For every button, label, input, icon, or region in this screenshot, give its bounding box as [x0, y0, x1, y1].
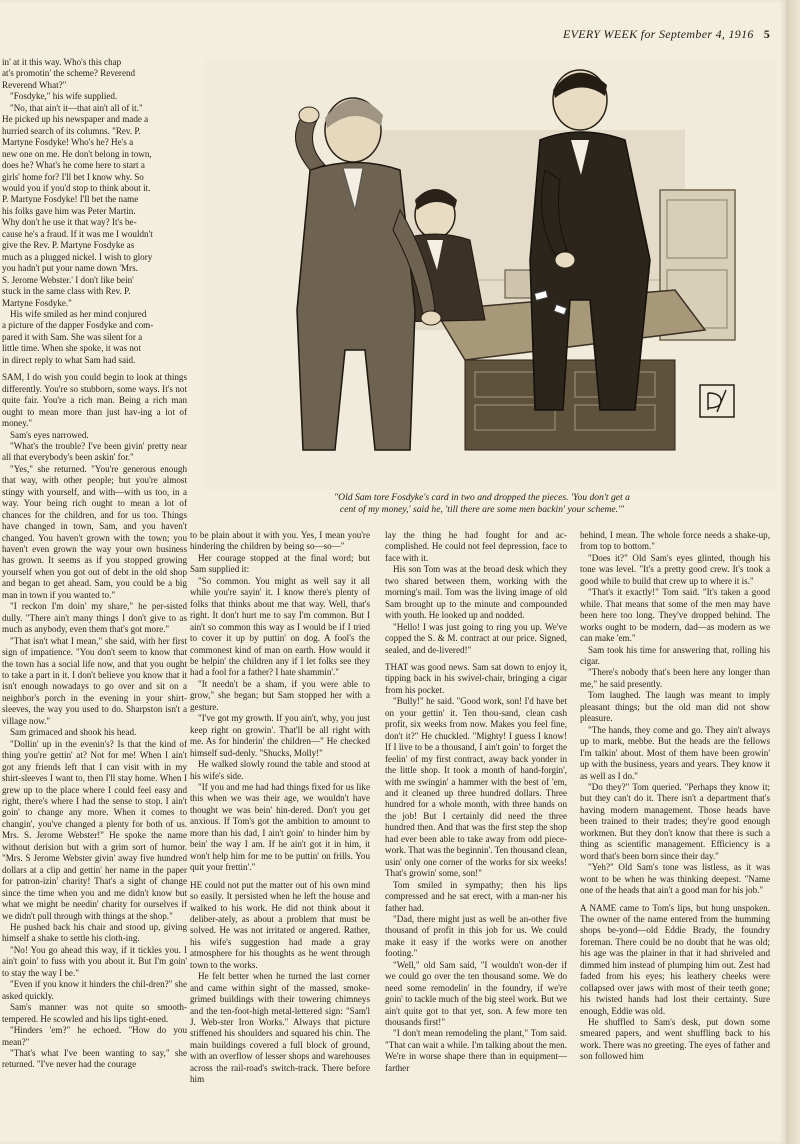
paragraph: He walked slowly round the table and stood at his wife's side.	[190, 759, 370, 781]
paragraph: Tom smiled in sympathy; then his lips compressed and he sat erect, with a man-ner his father had.	[385, 879, 567, 913]
paragraph: Why don't he use it that way? It's be-	[2, 217, 137, 228]
page-number: 5	[763, 27, 770, 41]
paragraph: "Dollin' up in the evenin's? Is that the kind of thing you're gettin' at? Not for me! When I ain't got any friends left that I can visit with in my shirt-sleeves I want to, then I'll stay home. When I grew up to the place where I could feel easy and right, there's where I had the sense to stop. I ain't goin' to change any more. When it comes to changin', you've changed a plenty for both of us. Mrs. S. Jerome Webster!" He spoke the name without derision but with a grim sort of humor. "Mrs. S Jerome Webster givin' away five hundred dollars at a clip and gettin' her name in the paper for patron-izin' charity! That's a sight of change since the time when you and me didn't know but what we might be needin' charity for ourselves if we didn't pull through with things at the shop."	[2, 738, 187, 921]
story-illustration	[205, 60, 775, 490]
paragraph: "Bully!" he said. "Good work, son! I'd have bet on your gettin' it. Ten thou-sand, clean cash profit, six weeks from now. Makes you feel fine, don't it?" He chuckled. "Mighty! I guess I know! If I live to be a thousand, I ain't goin' to forget the feelin' of my first contract, away back yonder in the little shop. It took a month of hand-forgin', with me swingin' a hammer with the best of 'em, and it cleaned up three hundred dollars. Three hundred for a whole month, with three hands on the job! But I certainly did need the three hundred then. And that was the first step the shop had ever been able to take away from odd piece-work. That was the beginnin'. Ten thousand clean, usin' only one corner of the works for six weeks! That's growin' some, son!"	[385, 696, 567, 879]
paragraph: would you if you'd stop to think about it.	[2, 182, 151, 193]
page-edge	[786, 0, 800, 1144]
paragraph: cause he's a fraud. If it was me I wouldn't	[2, 228, 153, 239]
text-column-2	[190, 530, 370, 1130]
paragraph: He shuffled to Sam's desk, put down some smeared papers, and went shuffling back to his work. There was no greeting. The eyes of father and son followed him	[580, 1017, 770, 1062]
paragraph: "Does it?" Old Sam's eyes glinted, though his tone was level. "It's a pretty good crew. It's took a good while to build that crew up to where it is."	[580, 552, 770, 586]
section-paragraph: A NAME came to Tom's lips, but hung unspoken. The owner of the name entered from the humming shops be-yond—old Eddie Brady, the foundry foreman. There could be no doubt that he was old; his age was the plainer in that it had shriveled and dimmed him instead of plumping him out. Zest had faded from his eyes; his leathery cheeks were collapsed over jaws with most of their teeth gone; his twisted hands had lost their certainty. Sure enough, Eddie was old.	[580, 902, 770, 1016]
paragraph: lay the thing he had fought for and ac-complished. He could not feel depression, face to face with it.	[385, 530, 567, 563]
paragraph: P. Martyne Fosdyke! I'll bet the name	[2, 194, 139, 205]
paragraph: you hadn't put your name down 'Mrs.	[2, 263, 138, 274]
paragraph: a picture of the dapper Fosdyke and com-	[2, 320, 154, 331]
paragraph: His wife smiled as her mind conjured	[10, 308, 147, 319]
paragraph: Sam's eyes narrowed.	[10, 429, 89, 440]
paragraph: Sam's manner was not quite so smooth-tempered. He scowled and his lips tight-ened.	[2, 1002, 187, 1024]
section-paragraph: HE could not put the matter out of his own mind so easily. It persisted when he left the house and walked to his work. He did not think about it deliber-ately, as about a problem that must be solved. He was not irritated or angered. Rather, his wife's suggestion had made a gray atmosphere for his thoughts as he went through town to the works.	[190, 879, 370, 970]
paragraph: much as a plugged nickel. I wish to glory	[2, 251, 153, 262]
paragraph: He felt better when he turned the last corner and came within sight of the massed, smoke-grimed buildings with their towering chimneys and the ten-foot-high metal-lettered sign: "Sam'l J. Web-ster Iron Works." Always that picture stiffened his shoulders and squared his chin. The main buildings covered a full block of ground, with an overflow of lesser shops and warehouses across the rail-road's switch-track. There before him	[190, 971, 370, 1085]
paragraph: "Fosdyke," his wife supplied.	[10, 91, 118, 102]
running-header	[500, 27, 770, 42]
section-paragraph: SAM, I do wish you could begin to look at things differently. You're so stubborn, some ways. It's not quite fair. You're a rich man. Being a rich man ought to mean more than just hav-ing a lot of money."	[2, 372, 187, 429]
paragraph: "There's nobody that's been here any longer than me," he said presently.	[580, 667, 770, 689]
paragraph: "Hinders 'em?" he echoed. "How do you mean?"	[2, 1025, 187, 1047]
paragraph: "I reckon I'm doin' my share," he per-sisted dully. "There ain't many things I don't give to as much as anybody, even them that's got more."	[2, 601, 187, 635]
illustration-caption	[282, 492, 682, 516]
paragraph: Martyne Fosdyke! Who's he? He's a	[2, 137, 134, 148]
paragraph: give the Rev. P. Martyne Fosdyke as	[2, 240, 135, 251]
paragraph: "Dad, there might just as well be an-other five thousand of profit in this job for us. We could make it easy if the works were on another footing."	[385, 913, 567, 959]
paragraph: "What's the trouble? I've been givin' pretty near all that everybody's been askin' for."	[2, 440, 187, 463]
paragraph: "Even if you know it hinders the chil-dren?" she asked quickly.	[2, 979, 187, 1001]
paragraph: behind, I mean. The whole force needs a shake-up, from top to bottom."	[580, 530, 770, 552]
caption-line: "Old Sam tore Fosdyke's card in two and dropped the pieces. 'You don't get a	[334, 492, 630, 503]
paragraph: in direct reply to what Sam had said.	[2, 354, 136, 365]
paragraph: his folks gave him was Peter Martin.	[2, 205, 136, 216]
paragraph: "It needn't be a sham, if you were able to grow," she began; but Sam stopped her with a gesture.	[190, 678, 370, 712]
paragraph: Sam grimaced and shook his head.	[10, 727, 137, 738]
paragraph: Martyne Fosdyke."	[2, 297, 72, 308]
paragraph: in' at it this way. Who's this chap	[2, 57, 122, 67]
paragraph: "If you and me had had things fixed for us like this when we was their age, we wouldn't have thought we was bein' hin-dered. Don't you get anxious. If Tom's got the ambition to amount to more than his dad, I ain't goin' to hinder him by bein' the way I am. If he ain't got it in him, it won't help him for me to be puttin' on frills. You quit your frettin'."	[190, 781, 370, 873]
paragraph: girls' home for? I'll bet I know why. So	[2, 171, 144, 182]
paragraph: at's promotin' the scheme? Reverend	[2, 68, 136, 79]
magazine-title: EVERY WEEK for September 4, 1916	[562, 27, 754, 41]
paragraph: does he? What's he come here to start a	[2, 160, 145, 171]
paragraph: "Yeh?" Old Sam's tone was listless, as it was wont to be when he was thinking deepest. "Name one of the heads that ain't a good man for his job."	[580, 862, 770, 896]
paragraph: "I've got my growth. If you ain't, why, you just keep right on growin'. That'll be all right with me. As for hinderin' the children—" He checked himself sud-denly. "Shucks, Molly!"	[190, 713, 370, 758]
paragraph: His son Tom was at the broad desk which they two shared between them, working with the morning's mail. Tom was the living image of old Sam brought up to the minute and compounded with youth. He looked up and nodded.	[385, 564, 567, 621]
paragraph: "So common. You might as well say it all while you're sayin' it. I know there's plenty of folks that thinks about me that way. Well, that's right. It don't hurt me to say I'm common. But I ain't so common this way as I would be if I tried to cover it up by puttin' on dog. A fool's the commonest kind of man on earth. How would it be helpin' the children any if I let folks see they had a fool for a father? I hate shammin'."	[190, 575, 370, 678]
paragraph: new one on me. He don't belong in town,	[2, 148, 152, 159]
paragraph: Sam took his time for answering that, rolling his cigar.	[580, 644, 770, 666]
paragraph: little time. When she spoke, it was not	[2, 343, 141, 354]
paragraph: "Yes," she returned. "You're generous enough that way, with other people; but you're almost stingy with yourself, and with—with us too, in a way. Your being rich ought to mean a lot of chances for the children, and for us too. Things have changed in town, Sam, and you haven't changed. You haven't grown with the town; you haven't even grown the way your own business has grown. It seems as if you stopped growing yourself when you got out of debt in the old shop and began to get ahead. Sam, you could be a big man in town if you wanted to."	[2, 463, 187, 600]
paragraph: He pushed back his chair and stood up, giving himself a shake to settle his cloth-ing.	[2, 921, 187, 944]
paragraph: "I don't mean remodeling the plant," Tom said. "That can wait a while. I'm talking about the men. We're in worse shape there than in equipment—farther	[385, 1028, 567, 1073]
paragraph: Tom laughed. The laugh was meant to imply pleasant things; but the old man did not show pleasure.	[580, 690, 770, 724]
section-paragraph: THAT was good news. Sam sat down to enjoy it, tipping back in his swivel-chair, bringing a cigar from his pocket.	[385, 661, 567, 695]
paragraph: "Hello! I was just going to ring you up. We've copped the S. & M. contract at our price. Signed, sealed, and de-livered!"	[385, 621, 567, 655]
paragraph: "That isn't what I mean," she said, with her first sign of impatience. "You don't seem to know that the town has a social life now, and that you ought to take a part in it. I don't believe you know that it isn't enough nowadays to go over and sit on a neighbor's porch in the evening in your shirt-sleeves, the way you used to do. Sharpston isn't a village now."	[2, 635, 187, 726]
text-column-1	[0, 57, 187, 1132]
paragraph: to be plain about it with you. Yes, I mean you're hindering the children by being so—so—"	[190, 530, 370, 552]
paragraph: "That's it exactly!" Tom said. "It's taken a good while. That means that some of the men may have been here too long. They've dropped behind. The works ought to be modern, dad—as modern as we can make 'em."	[580, 587, 770, 644]
paragraph: Reverend What?"	[2, 79, 67, 90]
paragraph: "That's what I've been wanting to say," she returned. "I've never had the courage	[2, 1047, 187, 1070]
text-column-3	[385, 530, 567, 1130]
caption-line: cent of my money,' said he, 'till there are some men backin' your scheme.'"	[339, 504, 625, 515]
paragraph: "Do they?" Tom queried. "Perhaps they know it; but they can't do it. There isn't a department that's having modern management. Those heads have been trained to their trades; they're good enough workmen. But they don't know that there is such a thing as scientific management. Efficiency is a word that's been born since their day."	[580, 781, 770, 861]
paragraph: "No, that ain't it—that ain't all of it."	[10, 102, 143, 113]
paragraph: "No! You go ahead this way, if it tickles you. I ain't goin' to fuss with you about it. But I'm goin' to stay the way I be."	[2, 944, 187, 978]
paragraph: He picked up his newspaper and made a	[2, 114, 149, 125]
paragraph: stuck in the same class with Rev. P.	[2, 286, 131, 297]
paragraph: "Well," old Sam said, "I wouldn't won-der if we could go over the ten thousand some. We do need some remodelin' in the foundry, if we're goin' to tackle much of the big steel work. But we ain't quite got to that yet, son. A few more ten thousands first!"	[385, 959, 567, 1028]
text-column-4	[580, 530, 770, 1130]
paragraph: S. Jerome Webster.' I don't like bein'	[2, 274, 134, 285]
paragraph: pared it with Sam. She was silent for a	[2, 331, 143, 342]
paragraph: Her courage stopped at the final word; but Sam supplied it:	[190, 552, 370, 575]
paragraph: "The hands, they come and go. They ain't always up to mark, mebbe. But the heads are the fellows I'm talkin' about. Most of them have been growin' up with the business, years and years. They know it as well as I do."	[580, 724, 770, 781]
paragraph: hurried search of its columns. "Rev. P.	[2, 125, 141, 136]
